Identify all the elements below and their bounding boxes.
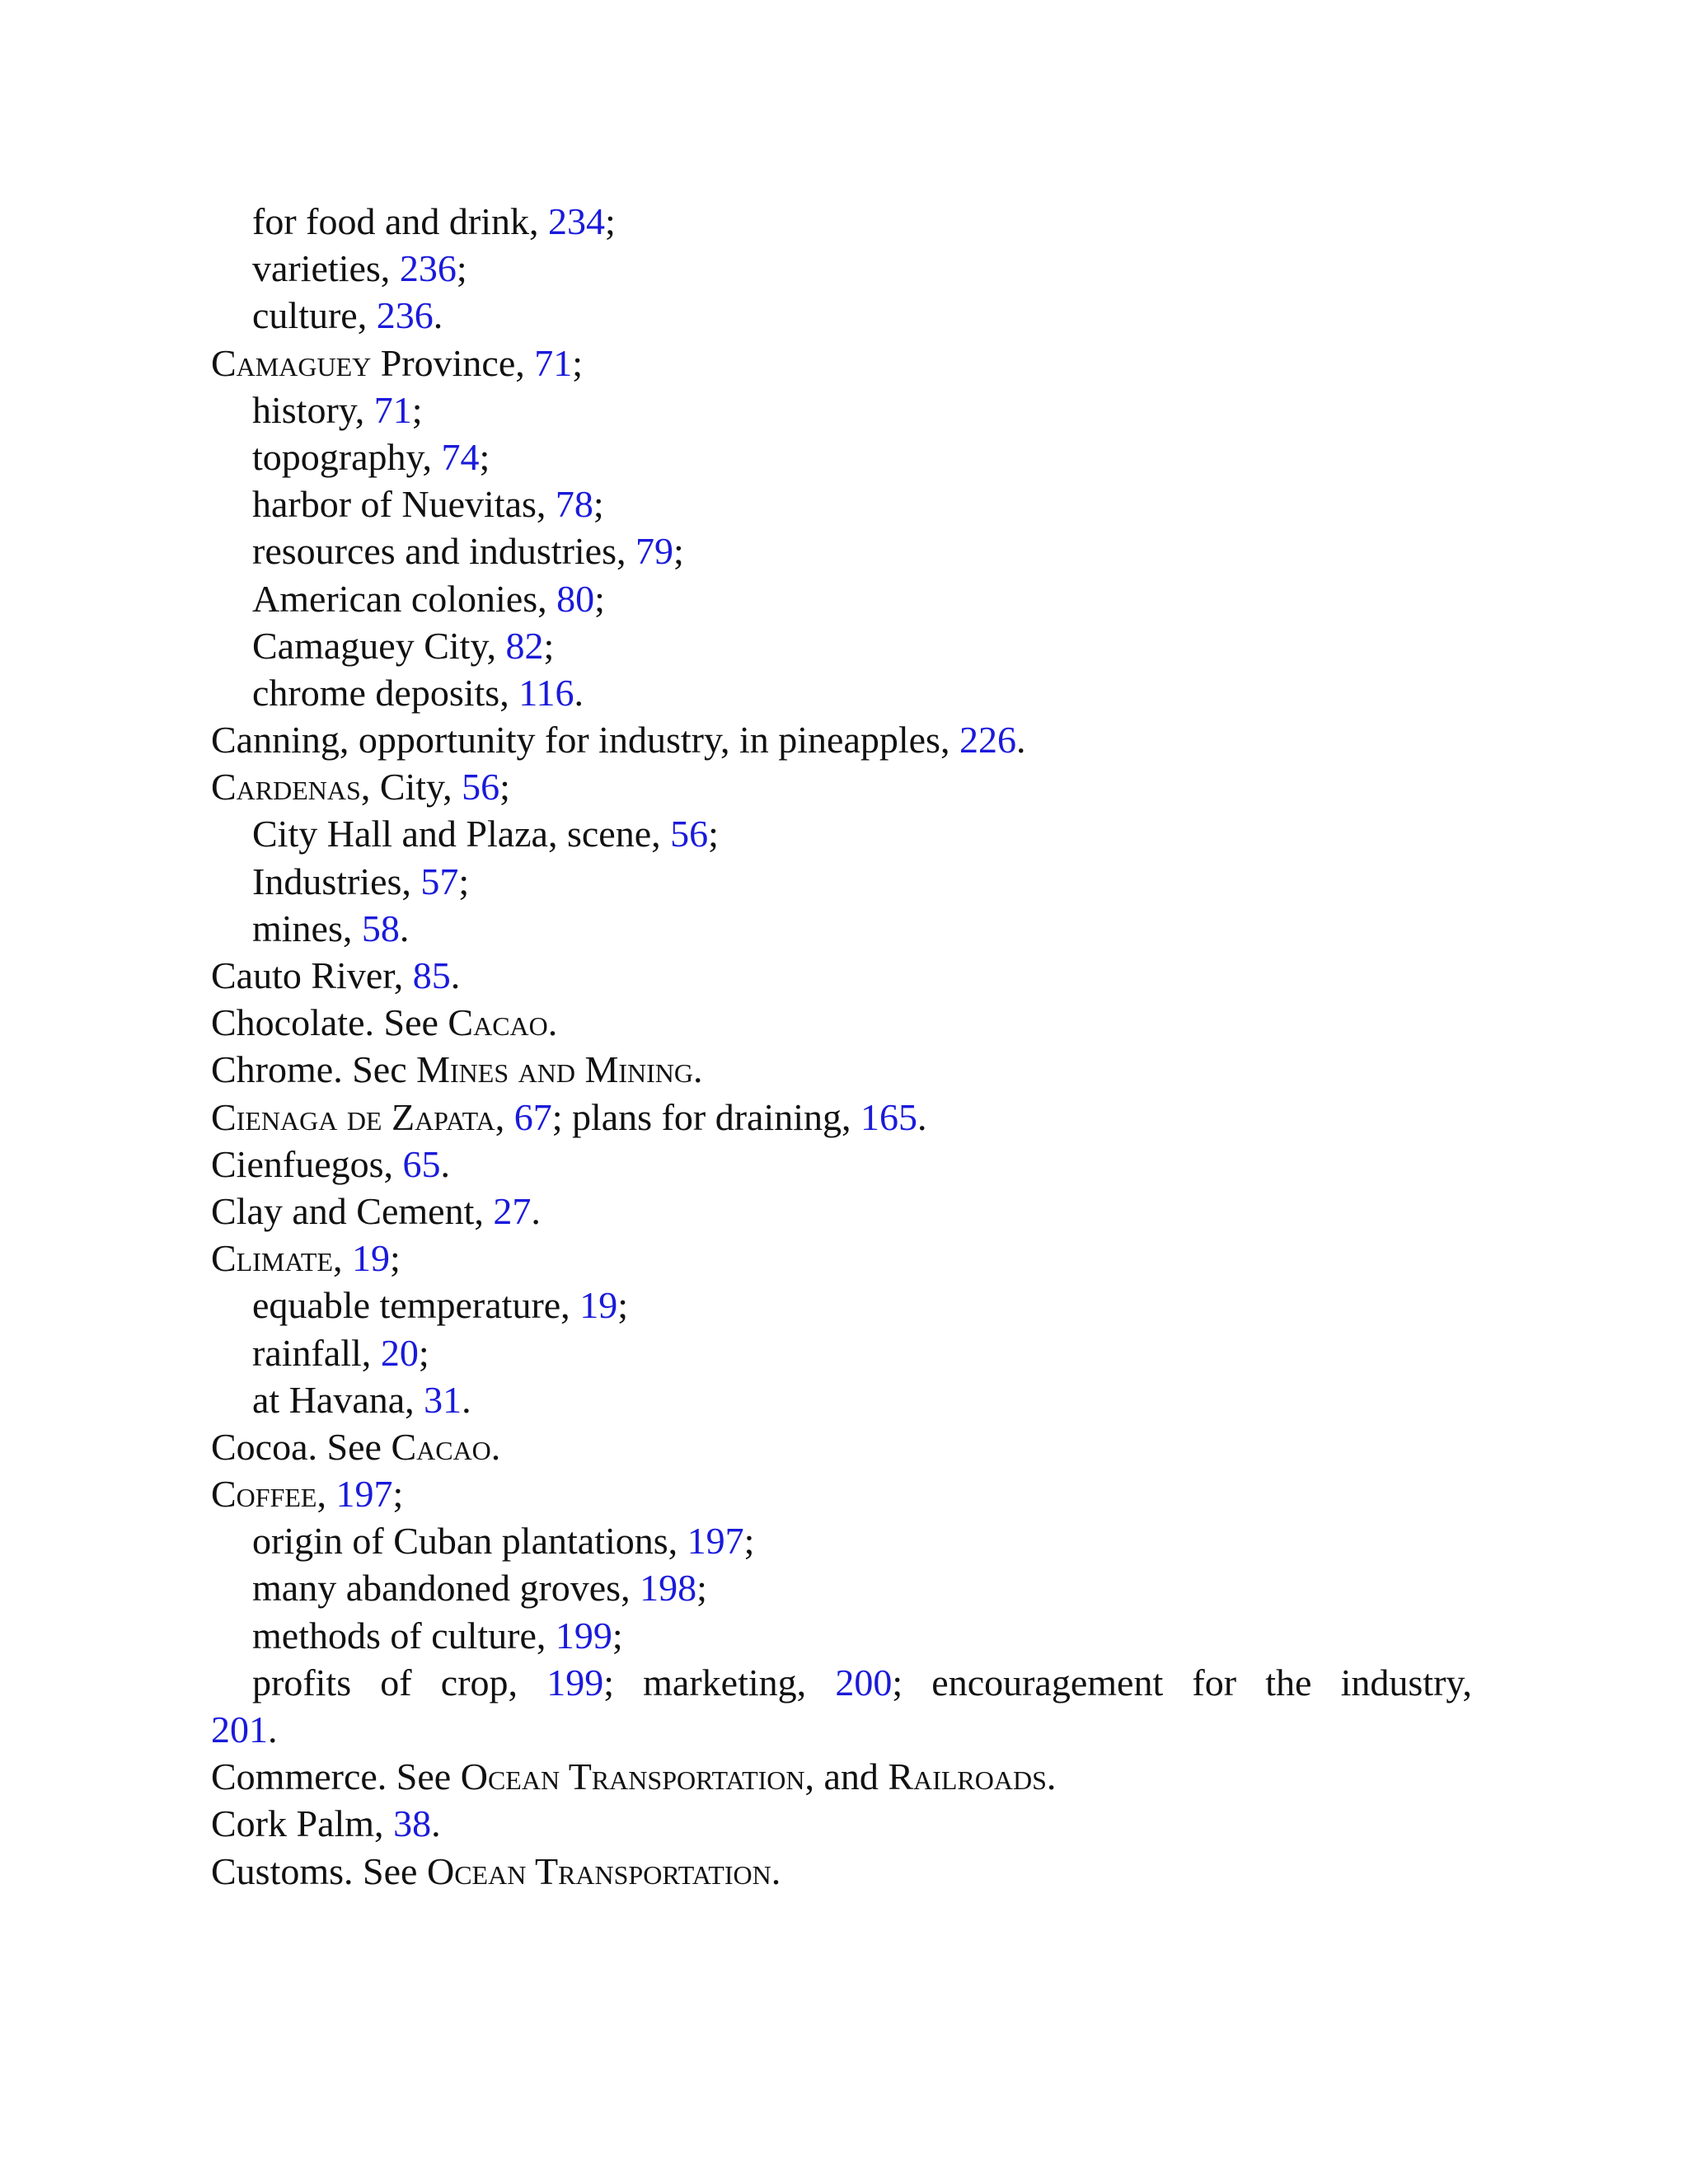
index-word <box>441 1659 518 1706</box>
index-subentry <box>211 669 1472 716</box>
index-heading: Climate <box>211 1237 333 1280</box>
page-link[interactable]: 236 <box>399 247 457 290</box>
page-link[interactable]: 79 <box>635 530 673 573</box>
index-word <box>1265 1659 1311 1706</box>
page-link[interactable]: 197 <box>335 1473 393 1516</box>
index-subentry <box>211 1329 1472 1376</box>
index-text: varieties, <box>252 247 400 290</box>
page-link[interactable]: 56 <box>462 766 500 808</box>
index-text: crop, <box>440 1661 518 1704</box>
page-link[interactable]: 82 <box>505 624 544 667</box>
page-link[interactable]: 67 <box>513 1095 552 1138</box>
index-text: Commerce. See <box>211 1755 461 1798</box>
index-entry <box>211 1848 1472 1895</box>
index-text: ; <box>543 624 555 667</box>
index-heading: Cacao <box>448 1001 548 1044</box>
page-link[interactable]: 31 <box>424 1378 462 1421</box>
index-text: ; <box>612 1614 623 1657</box>
index-subentry <box>211 245 1472 292</box>
index-text: history, <box>252 388 374 431</box>
index-word <box>252 1659 351 1706</box>
index-text: ; <box>392 1473 404 1516</box>
index-text: Chrome. Sec <box>211 1048 417 1091</box>
index-entry <box>211 1753 1472 1800</box>
index-text: at Havana, <box>252 1378 424 1421</box>
index-page <box>211 198 1472 1895</box>
punctuation: ; <box>603 1661 614 1704</box>
index-text: . <box>547 1001 558 1044</box>
index-text: culture, <box>252 294 377 337</box>
index-text: equable temperature, <box>252 1284 580 1327</box>
page-link[interactable]: 74 <box>441 435 480 478</box>
index-entry <box>211 1800 1472 1847</box>
index-text: Customs. See <box>211 1849 427 1892</box>
index-text: the <box>1265 1661 1312 1704</box>
index-text: resources and industries, <box>252 530 635 573</box>
page-link[interactable]: 197 <box>687 1520 744 1563</box>
index-text: , <box>495 1095 514 1138</box>
index-text: Province, <box>371 341 535 384</box>
index-entry <box>211 952 1472 999</box>
index-text: . <box>431 1802 441 1845</box>
index-text: ; <box>617 1284 628 1327</box>
page-link[interactable]: 19 <box>579 1284 618 1327</box>
index-text: ; <box>673 530 684 573</box>
index-word <box>931 1659 1163 1706</box>
index-subentry <box>211 1376 1472 1423</box>
index-text: Cauto River, <box>211 954 413 996</box>
index-text: Cocoa. See <box>211 1425 392 1468</box>
index-text: ; <box>499 766 510 808</box>
index-word <box>380 1659 411 1706</box>
index-text: , and <box>804 1755 889 1798</box>
index-text: topography, <box>252 435 442 478</box>
index-text: . <box>531 1189 541 1232</box>
index-text: American colonies, <box>252 577 557 620</box>
index-text: . <box>450 954 461 996</box>
index-entry <box>211 1188 1472 1235</box>
index-text: City Hall and Plaza, scene, <box>252 813 671 855</box>
page-link[interactable]: 65 <box>402 1142 441 1185</box>
page-link[interactable]: 56 <box>670 813 709 855</box>
index-text: many abandoned groves, <box>252 1567 640 1610</box>
page-link[interactable]: 199 <box>546 1661 604 1704</box>
index-text: Canning, opportunity for industry, in pineapples, <box>211 719 959 762</box>
index-word <box>643 1659 806 1706</box>
page-link[interactable]: 71 <box>373 388 412 431</box>
index-text: Cienfuegos, <box>211 1142 403 1185</box>
page-link[interactable]: 198 <box>640 1567 697 1610</box>
index-text: harbor of Nuevitas, <box>252 483 556 526</box>
index-word <box>546 1659 614 1706</box>
index-text: , City, <box>360 766 462 808</box>
index-entry <box>211 1046 1472 1093</box>
index-entry <box>211 1235 1472 1282</box>
index-text: . <box>1046 1755 1057 1798</box>
index-subentry <box>211 387 1472 434</box>
index-text: mines, <box>252 907 362 949</box>
page-link[interactable]: 199 <box>555 1614 612 1657</box>
page-link[interactable]: 165 <box>860 1095 918 1138</box>
index-text: ; <box>708 813 719 855</box>
index-subentry <box>211 527 1472 574</box>
index-subentry <box>211 858 1472 905</box>
index-entry <box>211 1423 1472 1470</box>
index-heading: Railroads <box>888 1755 1047 1798</box>
index-entry <box>211 1470 1472 1517</box>
index-text: ; <box>458 860 470 902</box>
index-heading: Cienaga de Zapata <box>211 1095 495 1138</box>
index-subentry <box>211 480 1472 527</box>
page-link[interactable]: 57 <box>420 860 459 902</box>
index-entry <box>211 1706 1472 1753</box>
index-text: Clay and Cement, <box>211 1189 494 1232</box>
index-subentry <box>211 575 1472 622</box>
index-text: Chocolate. See <box>211 1001 448 1044</box>
index-text: . <box>1015 719 1026 762</box>
index-text: . <box>574 671 584 714</box>
index-text: Industries, <box>252 860 421 902</box>
page-link[interactable]: 38 <box>393 1802 432 1845</box>
index-text: Camaguey City, <box>252 624 506 667</box>
index-subentry <box>211 622 1472 669</box>
index-text: . <box>433 294 443 337</box>
index-word <box>1341 1659 1472 1706</box>
index-text: encouragement <box>931 1661 1164 1704</box>
index-text: ; <box>456 247 467 290</box>
index-text: of <box>380 1661 412 1704</box>
index-subentry <box>211 292 1472 339</box>
index-text: . <box>462 1378 471 1421</box>
index-text: ; plans for draining, <box>551 1095 861 1138</box>
index-subentry <box>211 1659 1472 1706</box>
page-link[interactable]: 226 <box>959 719 1016 762</box>
index-text: . <box>268 1708 278 1750</box>
index-text: ; <box>593 483 604 526</box>
index-subentry <box>211 1517 1472 1564</box>
index-entry <box>211 763 1472 810</box>
page-link[interactable]: 58 <box>361 907 400 949</box>
index-text: , <box>333 1237 352 1280</box>
page-link[interactable]: 85 <box>412 954 451 996</box>
index-entry <box>211 1094 1472 1141</box>
index-text: ; <box>572 341 584 384</box>
page-link[interactable]: 19 <box>352 1237 390 1280</box>
index-text: , <box>316 1473 336 1516</box>
index-text: ; <box>604 200 616 242</box>
index-text: chrome deposits, <box>252 671 519 714</box>
index-text: ; <box>390 1237 401 1280</box>
index-text: for food and drink, <box>252 200 548 242</box>
page-link[interactable]: 71 <box>534 341 573 384</box>
index-text: ; <box>411 388 423 431</box>
index-text: ; <box>696 1567 707 1610</box>
index-text: ; <box>479 435 490 478</box>
index-entry <box>211 999 1472 1046</box>
index-text: . <box>917 1095 927 1138</box>
index-text: Cork Palm, <box>211 1802 394 1845</box>
index-entry <box>211 1141 1472 1188</box>
index-entry <box>211 340 1472 387</box>
page-link[interactable]: 201 <box>211 1708 268 1750</box>
index-subentry <box>211 905 1472 952</box>
index-heading: Mines and Mining <box>416 1048 694 1091</box>
index-heading: Ocean Transportation <box>460 1755 805 1798</box>
index-text: marketing, <box>643 1661 807 1704</box>
index-text: . <box>490 1425 501 1468</box>
index-subentry <box>211 198 1472 245</box>
index-text: profits <box>252 1661 352 1704</box>
index-list <box>211 198 1472 1895</box>
page-link[interactable]: 78 <box>555 483 593 526</box>
index-subentry <box>211 1564 1472 1611</box>
index-text: ; <box>418 1331 429 1374</box>
page-link[interactable]: 200 <box>835 1661 893 1704</box>
punctuation: ; <box>892 1661 903 1704</box>
index-text: for <box>1192 1661 1237 1704</box>
index-text: . <box>399 907 410 949</box>
index-text: methods of culture, <box>252 1614 556 1657</box>
index-heading: Cardenas <box>211 766 361 808</box>
index-subentry <box>211 810 1472 857</box>
index-text: . <box>771 1849 781 1892</box>
index-text: rainfall, <box>252 1331 381 1374</box>
index-heading: Coffee <box>211 1473 317 1516</box>
index-text: . <box>440 1142 451 1185</box>
page-link[interactable]: 80 <box>556 577 595 620</box>
index-text: industry, <box>1340 1661 1472 1704</box>
index-subentry <box>211 434 1472 480</box>
index-text: ; <box>743 1520 755 1563</box>
index-entry <box>211 716 1472 763</box>
index-heading: Cacao <box>391 1425 491 1468</box>
index-subentry <box>211 1282 1472 1329</box>
index-heading: Ocean Transportation <box>426 1849 771 1892</box>
page-link[interactable]: 116 <box>518 671 574 714</box>
index-text: . <box>693 1048 703 1091</box>
page-link[interactable]: 27 <box>493 1189 532 1232</box>
index-heading: Camaguey <box>211 341 372 384</box>
page-link[interactable]: 234 <box>547 200 605 242</box>
index-text: origin of Cuban plantations, <box>252 1520 687 1563</box>
index-word <box>1192 1659 1236 1706</box>
page-link[interactable]: 236 <box>376 294 434 337</box>
index-subentry <box>211 1612 1472 1659</box>
index-text: ; <box>594 577 605 620</box>
index-word <box>835 1659 903 1706</box>
page-link[interactable]: 20 <box>380 1331 419 1374</box>
